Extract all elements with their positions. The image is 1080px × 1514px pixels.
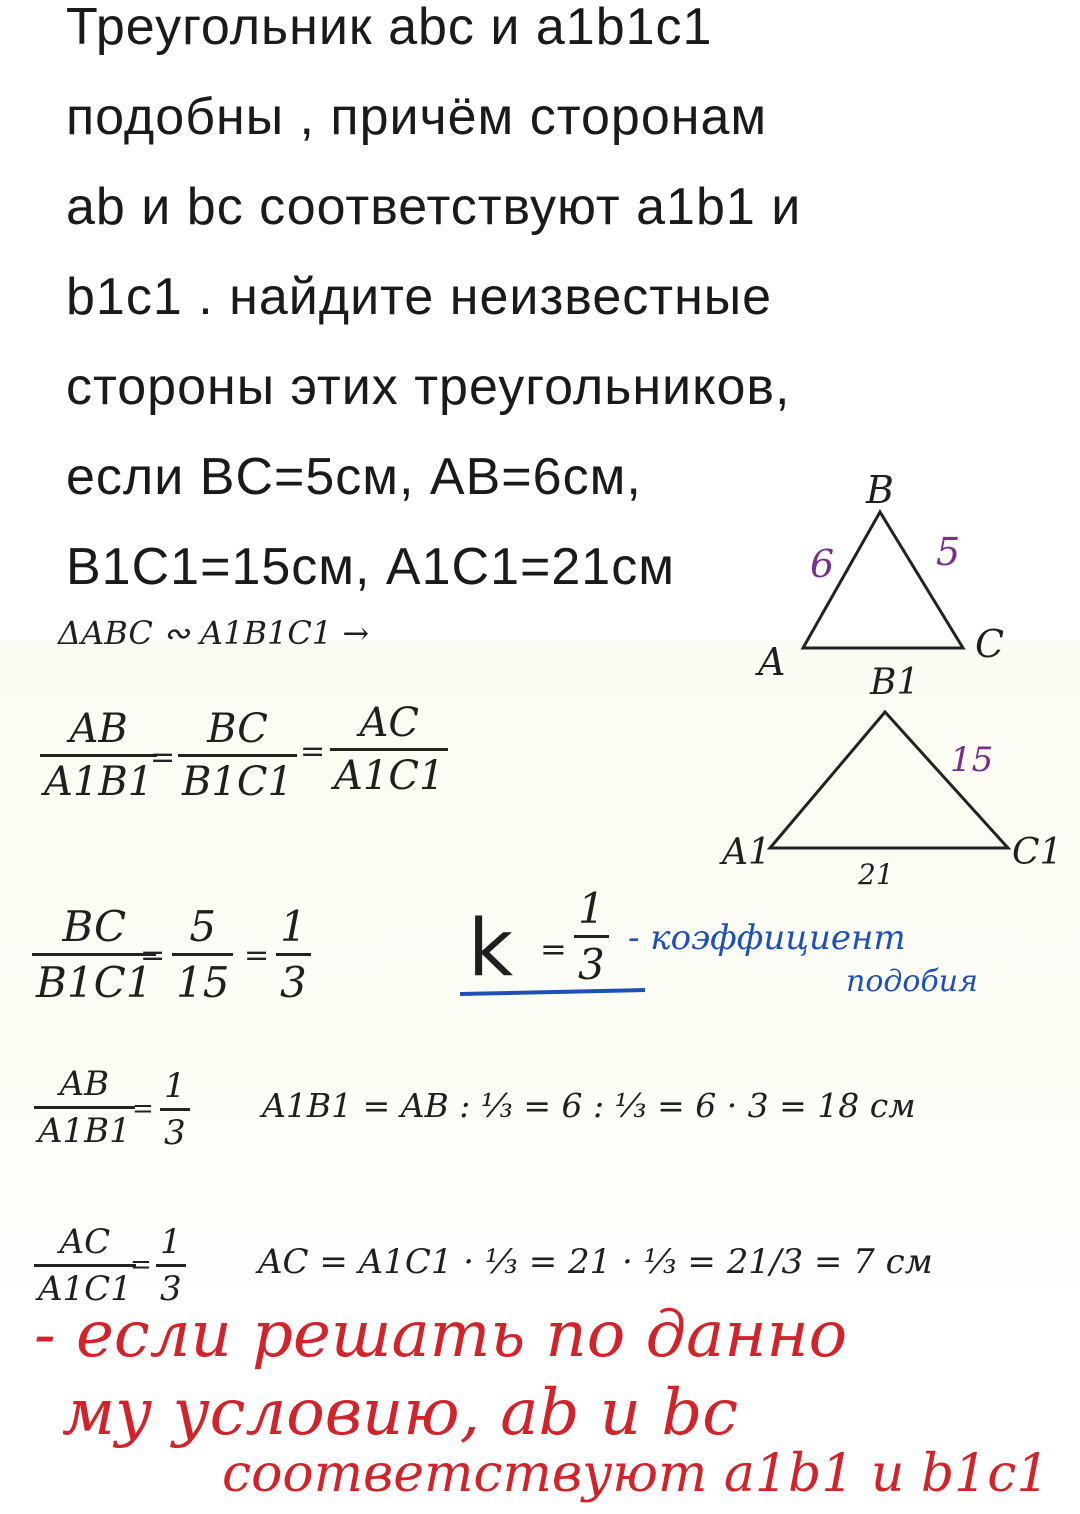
equals-sign: = bbox=[300, 734, 326, 769]
problem-line: b1c1 . найдите неизвестные bbox=[66, 268, 773, 326]
fraction-denominator: 3 bbox=[280, 958, 307, 1007]
ratio-bc-fraction bbox=[178, 706, 297, 805]
fraction-bar bbox=[172, 953, 233, 956]
fraction-bar bbox=[40, 754, 157, 757]
arrow-icon: → bbox=[342, 614, 370, 652]
fraction-numerator: 1 bbox=[164, 1066, 186, 1106]
vertex-b1-label: B1 bbox=[870, 662, 920, 703]
coef-label-line2: подобия bbox=[846, 964, 978, 999]
step-1-3-fraction bbox=[276, 902, 311, 1007]
fraction-numerator: 1 bbox=[160, 1222, 182, 1262]
note-line: - если решать по данно bbox=[34, 1298, 848, 1372]
fraction-numerator: AC bbox=[359, 700, 419, 746]
step-ab-rhs-fraction bbox=[160, 1066, 190, 1153]
step-5-15-fraction bbox=[172, 902, 233, 1007]
problem-line: Треугольник abc и a1b1c1 bbox=[66, 0, 713, 56]
problem-line: если BC=5см, AB=6см, bbox=[66, 448, 642, 506]
problem-line: B1C1=15см, A1C1=21см bbox=[66, 538, 675, 596]
problem-line: ab и bc соответствуют a1b1 и bbox=[66, 178, 802, 236]
similarity-statement bbox=[58, 614, 369, 652]
fraction-numerator: BC bbox=[207, 706, 268, 752]
fraction-denominator: 15 bbox=[176, 958, 230, 1007]
coef-equals: = bbox=[540, 930, 567, 968]
fraction-denominator: 3 bbox=[164, 1113, 186, 1153]
fraction-numerator: 1 bbox=[578, 884, 605, 933]
coef-label-line1: - коэффициент bbox=[628, 918, 906, 958]
fraction-numerator: AC bbox=[59, 1222, 111, 1262]
fraction-denominator: A1B1 bbox=[44, 759, 154, 805]
coef-k: k bbox=[468, 904, 514, 994]
side-ab-label: 6 bbox=[810, 542, 835, 586]
triangle-a1b1c1 bbox=[770, 712, 1008, 848]
fraction-numerator: 1 bbox=[280, 902, 307, 951]
fraction-denominator: B1C1 bbox=[182, 759, 293, 805]
step-ac-expression: AC = A1C1 · ⅓ = 21 · ⅓ = 21/3 = 7 см bbox=[258, 1242, 933, 1282]
step-bc-fraction bbox=[32, 902, 156, 1007]
similarity-right: A1B1C1 bbox=[199, 614, 333, 652]
side-a1c1-label: 21 bbox=[858, 858, 894, 891]
fraction-bar bbox=[178, 754, 297, 757]
ratio-ac-fraction bbox=[330, 700, 448, 799]
vertex-a1-label: A1 bbox=[722, 832, 771, 873]
step-ac-rhs-fraction bbox=[156, 1222, 186, 1309]
fraction-bar bbox=[276, 953, 311, 956]
problem-line: стороны этих треугольников, bbox=[66, 358, 791, 416]
fraction-bar bbox=[34, 1106, 135, 1109]
equals-sign: = bbox=[150, 740, 176, 775]
similarity-symbol: ∾ bbox=[162, 614, 190, 652]
vertex-a-label: A bbox=[758, 640, 786, 684]
fraction-denominator: A1C1 bbox=[334, 753, 445, 799]
fraction-bar bbox=[156, 1264, 186, 1267]
fraction-bar bbox=[32, 953, 156, 956]
note-line: соответствуют a1b1 и b1c1 bbox=[222, 1444, 1050, 1504]
equals-sign: = bbox=[244, 938, 270, 973]
note-line: му условию, ab и bc bbox=[62, 1376, 739, 1450]
coef-fraction bbox=[574, 884, 609, 989]
fraction-denominator: 3 bbox=[578, 940, 605, 989]
fraction-numerator: BC bbox=[62, 902, 127, 951]
fraction-denominator: A1B1 bbox=[38, 1111, 131, 1151]
step-ab-lhs-fraction bbox=[34, 1064, 135, 1151]
fraction-bar bbox=[574, 935, 609, 938]
ratio-ab-fraction bbox=[40, 706, 157, 805]
vertex-b-label: B bbox=[866, 468, 894, 512]
fraction-bar bbox=[330, 748, 448, 751]
fraction-bar bbox=[160, 1108, 190, 1111]
similarity-left: ΔABC bbox=[58, 614, 153, 652]
fraction-numerator: AB bbox=[69, 706, 128, 752]
vertex-c1-label: C1 bbox=[1012, 832, 1063, 873]
equals-sign: = bbox=[140, 938, 166, 973]
side-b1c1-label: 15 bbox=[950, 740, 994, 780]
step-ab-expression: A1B1 = AB : ⅓ = 6 : ⅓ = 6 · 3 = 18 см bbox=[262, 1086, 916, 1125]
fraction-denominator: B1C1 bbox=[36, 958, 153, 1007]
fraction-numerator: AB bbox=[59, 1064, 110, 1104]
fraction-denominator: 3 bbox=[160, 1269, 182, 1309]
side-bc-label: 5 bbox=[936, 530, 961, 574]
vertex-c-label: C bbox=[975, 622, 1005, 666]
fraction-bar bbox=[34, 1264, 136, 1267]
fraction-numerator: 5 bbox=[189, 902, 217, 951]
problem-line: подобны , причём сторонам bbox=[66, 88, 768, 146]
equals-sign: = bbox=[130, 1250, 152, 1280]
fraction-denominator: A1C1 bbox=[38, 1269, 132, 1309]
equals-sign: = bbox=[132, 1094, 154, 1124]
step-ac-lhs-fraction bbox=[34, 1222, 136, 1309]
